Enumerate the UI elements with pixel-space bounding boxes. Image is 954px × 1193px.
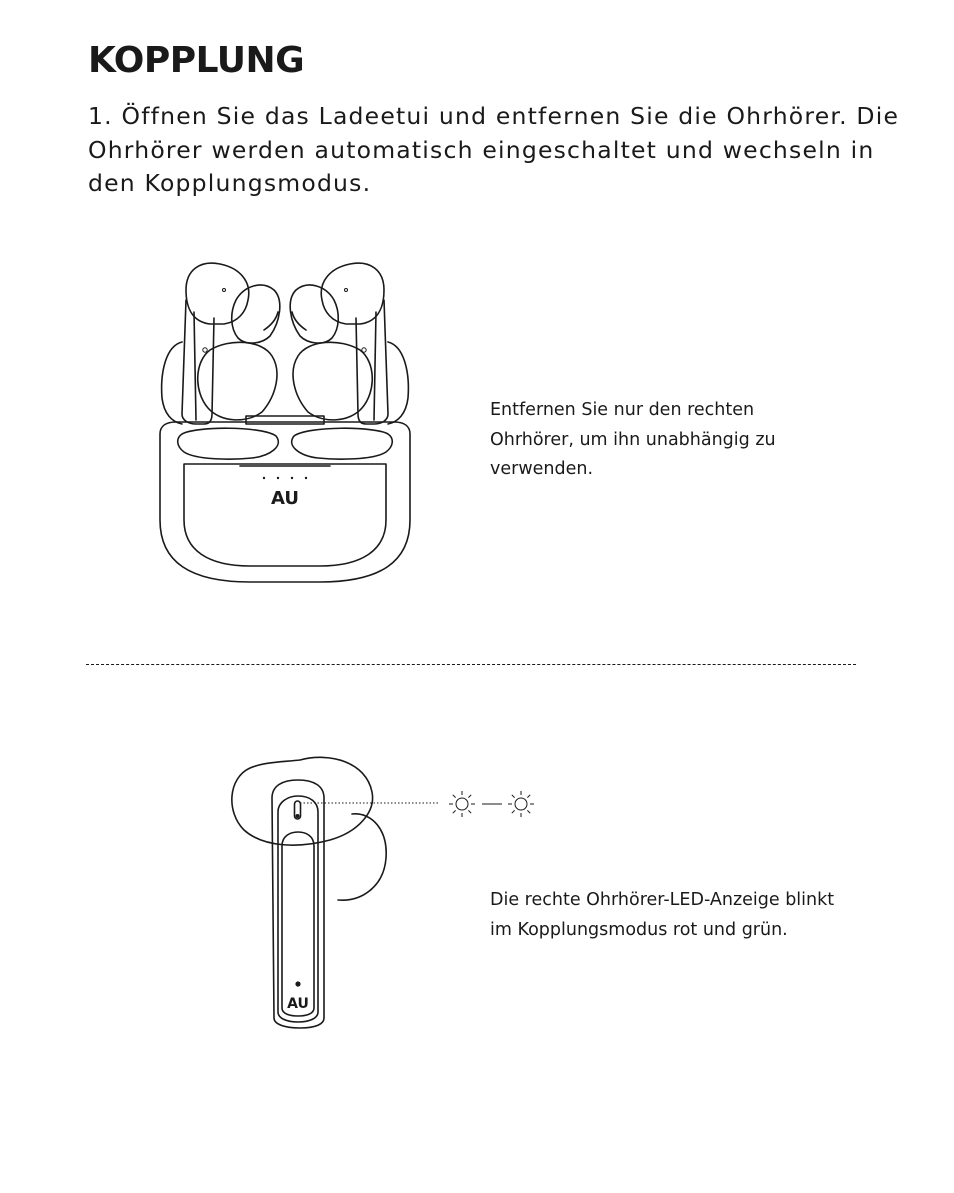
step-instruction: 1. Öffnen Sie das Ladeetui und entfernen Sie die Ohrhörer. Die Ohrhörer werden automatisch eingeschaltet und wechseln in den Kopplungsmodus. — [88, 102, 900, 197]
sun-icon — [508, 791, 534, 817]
case-logo: AU — [271, 488, 299, 509]
led-indicator-note: Die rechte Ohrhörer-LED-Anzeige blinkt im Kopplungsmodus rot und grün. — [490, 890, 835, 940]
charging-case-illustration — [155, 258, 415, 598]
section-divider — [86, 664, 856, 665]
sun-icon — [449, 791, 475, 817]
earbud-logo: AU — [287, 996, 309, 1012]
page-title: KOPPLUNG — [88, 40, 305, 81]
remove-right-earbud-note: Entfernen Sie nur den rechten Ohrhörer, um ihn unabhängig zu verwenden. — [490, 400, 776, 479]
